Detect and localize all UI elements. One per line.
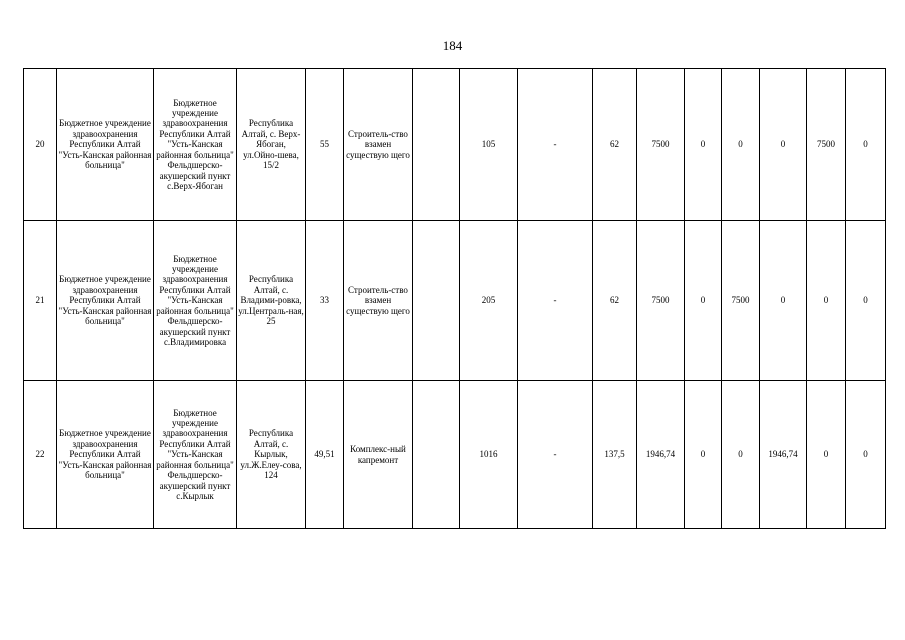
cell-col14: 0 [760,69,807,221]
table-row [24,221,886,381]
cell-col13: 0 [722,381,760,529]
table-row [24,381,886,529]
cell-institution: Бюджетное учреждение здравоохранения Республики Алтай "Усть-Канская районная больница" [57,69,154,221]
cell-work-type: Строитель-ство взамен существую щего [344,69,413,221]
cell-col11: 7500 [637,221,685,381]
cell-col11: 7500 [637,69,685,221]
cell-object: Бюджетное учреждение здравоохранения Республики Алтай "Усть-Канская районная больница" Фельдшерско-акушерский пункт с.Владимировка [154,221,237,381]
cell-col10: 137,5 [593,381,637,529]
cell-col8: 205 [460,221,518,381]
cell-col7 [413,381,460,529]
cell-institution: Бюджетное учреждение здравоохранения Республики Алтай "Усть-Канская районная больница" [57,381,154,529]
cell-work-type: Строитель-ство взамен существую щего [344,221,413,381]
cell-work-type: Комплекс-ный капремонт [344,381,413,529]
cell-col9: - [518,221,593,381]
cell-col12: 0 [685,69,722,221]
cell-col9: - [518,381,593,529]
cell-area: 55 [306,69,344,221]
cell-col12: 0 [685,221,722,381]
cell-col15: 0 [807,381,846,529]
cell-col14: 0 [760,221,807,381]
cell-col15: 7500 [807,69,846,221]
cell-area: 33 [306,221,344,381]
cell-col7 [413,221,460,381]
cell-col8: 105 [460,69,518,221]
cell-number: 22 [24,381,57,529]
cell-col16: 0 [846,221,886,381]
cell-address: Республика Алтай, с. Владими-ровка, ул.Централь-ная, 25 [237,221,306,381]
cell-address: Республика Алтай, с. Кырлык, ул.Ж.Елеу-сова, 124 [237,381,306,529]
cell-area: 49,51 [306,381,344,529]
cell-col13: 7500 [722,221,760,381]
cell-col15: 0 [807,221,846,381]
cell-col16: 0 [846,381,886,529]
cell-number: 20 [24,69,57,221]
cell-col10: 62 [593,69,637,221]
cell-institution: Бюджетное учреждение здравоохранения Республики Алтай "Усть-Канская районная больница" [57,221,154,381]
page-number: 184 [442,38,463,53]
cell-col11: 1946,74 [637,381,685,529]
cell-col12: 0 [685,381,722,529]
table-row [24,69,886,221]
cell-col7 [413,69,460,221]
cell-object: Бюджетное учреждение здравоохранения Республики Алтай "Усть-Канская районная больница" Фельдшерско-акушерский пункт с.Верх-Ябоган [154,69,237,221]
cell-address: Республика Алтай, с. Верх-Ябоган, ул.Ойно-шева, 15/2 [237,69,306,221]
cell-col16: 0 [846,69,886,221]
cell-col14: 1946,74 [760,381,807,529]
cell-object: Бюджетное учреждение здравоохранения Республики Алтай "Усть-Канская районная больница" Фельдшерско-акушерский пункт с.Кырлык [154,381,237,529]
cell-col8: 1016 [460,381,518,529]
cell-number: 21 [24,221,57,381]
cell-col10: 62 [593,221,637,381]
cell-col13: 0 [722,69,760,221]
cell-col9: - [518,69,593,221]
registry-table [23,68,886,529]
